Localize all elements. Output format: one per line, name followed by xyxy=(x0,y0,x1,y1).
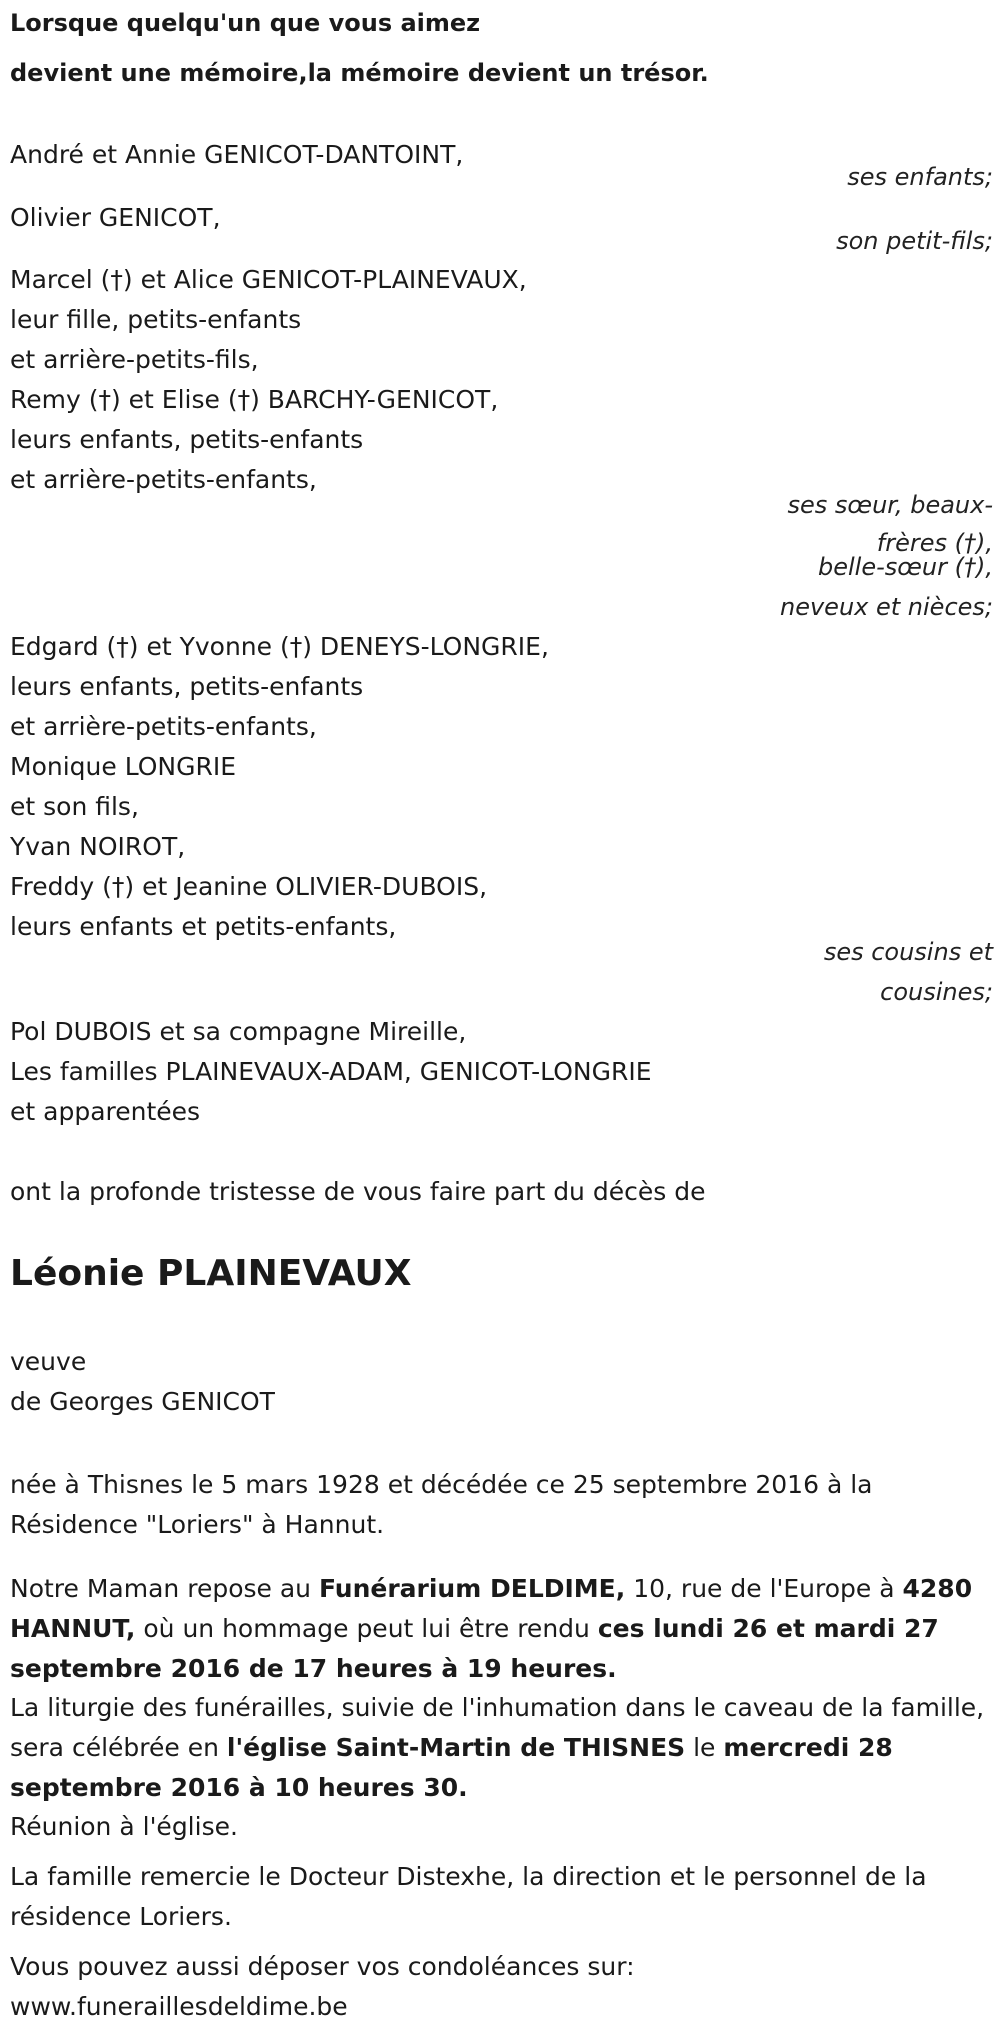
family-line: leurs enfants et petits-enfants, xyxy=(10,912,397,941)
widow-line-2: de Georges GENICOT xyxy=(10,1387,275,1416)
family-line: Monique LONGRIE xyxy=(10,752,237,781)
funerarium-name: Funérarium DELDIME, xyxy=(318,1574,626,1603)
relation-label: cousines; xyxy=(880,978,993,1006)
visitation-dates: ces lundi 26 et mardi 27 septembre 2016 de 17 heures à 19 heures. xyxy=(10,1614,939,1683)
relation-label: neveux et nièces; xyxy=(780,593,993,621)
widow-line-1: veuve xyxy=(10,1347,87,1376)
ceremony-date: mercredi 28 septembre 2016 à 10 heures 30. xyxy=(10,1733,893,1802)
family-line: leur fille, petits-enfants xyxy=(10,305,302,334)
repose-text: 10, rue de l'Europe à xyxy=(625,1574,903,1603)
deceased-name: Léonie PLAINEVAUX xyxy=(10,1253,412,1294)
city-name: 4280 HANNUT, xyxy=(10,1574,973,1643)
liturgy-paragraph xyxy=(10,1688,990,1808)
family-line: et apparentées xyxy=(10,1097,201,1126)
announcement: ont la profonde tristesse de vous faire part du décès de xyxy=(10,1177,706,1206)
birth-death-paragraph: née à Thisnes le 5 mars 1928 et décédée ce 25 septembre 2016 à la Résidence "Loriers" à Hannut. xyxy=(10,1470,873,1539)
family-line: leurs enfants, petits-enfants xyxy=(10,672,364,701)
church-name: l'église Saint-Martin de THISNES xyxy=(226,1733,686,1762)
family-line: Olivier GENICOT, xyxy=(10,203,221,232)
family-line: Yvan NOIROT, xyxy=(10,832,186,861)
family-line: et arrière-petits-fils, xyxy=(10,345,259,374)
reunion-line: Réunion à l'église. xyxy=(10,1812,238,1841)
relation-label: ses sœur, beaux- xyxy=(787,491,993,519)
liturgy-text: La liturgie des funérailles, suivie de l'inhumation dans le caveau de la famille, sera célébrée en xyxy=(10,1693,985,1762)
family-line: Marcel (†) et Alice GENICOT-PLAINEVAUX, xyxy=(10,265,527,294)
family-line: Freddy (†) et Jeanine OLIVIER-DUBOIS, xyxy=(10,872,488,901)
family-line: et son fils, xyxy=(10,792,139,821)
family-line: et arrière-petits-enfants, xyxy=(10,465,317,494)
relation-label: son petit-fils; xyxy=(836,227,993,255)
repose-text: où un hommage peut lui être rendu xyxy=(135,1614,598,1643)
family-line: Remy (†) et Elise (†) BARCHY-GENICOT, xyxy=(10,385,499,414)
family-line: André et Annie GENICOT-DANTOINT, xyxy=(10,140,464,169)
quote-line-2: devient une mémoire,la mémoire devient un trésor. xyxy=(10,59,709,87)
condolences-website: www.funeraillesdeldime.be xyxy=(10,1992,348,2021)
family-line: Edgard (†) et Yvonne (†) DENEYS-LONGRIE, xyxy=(10,632,549,661)
repose-text: Notre Maman repose au xyxy=(10,1574,319,1603)
family-line: leurs enfants, petits-enfants xyxy=(10,425,364,454)
repose-paragraph xyxy=(10,1569,990,1689)
condolences-line: Vous pouvez aussi déposer vos condoléances sur: xyxy=(10,1952,635,1981)
quote-line-1: Lorsque quelqu'un que vous aimez xyxy=(10,9,481,37)
relation-label: ses cousins et xyxy=(823,938,993,966)
thanks-paragraph: La famille remercie le Docteur Distexhe, la direction et le personnel de la résidence Loriers. xyxy=(10,1862,927,1931)
relation-label: ses enfants; xyxy=(847,163,993,191)
family-line: Les familles PLAINEVAUX-ADAM, GENICOT-LONGRIE xyxy=(10,1057,652,1086)
family-line: et arrière-petits-enfants, xyxy=(10,712,317,741)
family-line: Pol DUBOIS et sa compagne Mireille, xyxy=(10,1017,467,1046)
relation-label: frères (†), xyxy=(876,529,993,557)
liturgy-text: le xyxy=(685,1733,724,1762)
relation-label: belle-sœur (†), xyxy=(818,553,993,581)
